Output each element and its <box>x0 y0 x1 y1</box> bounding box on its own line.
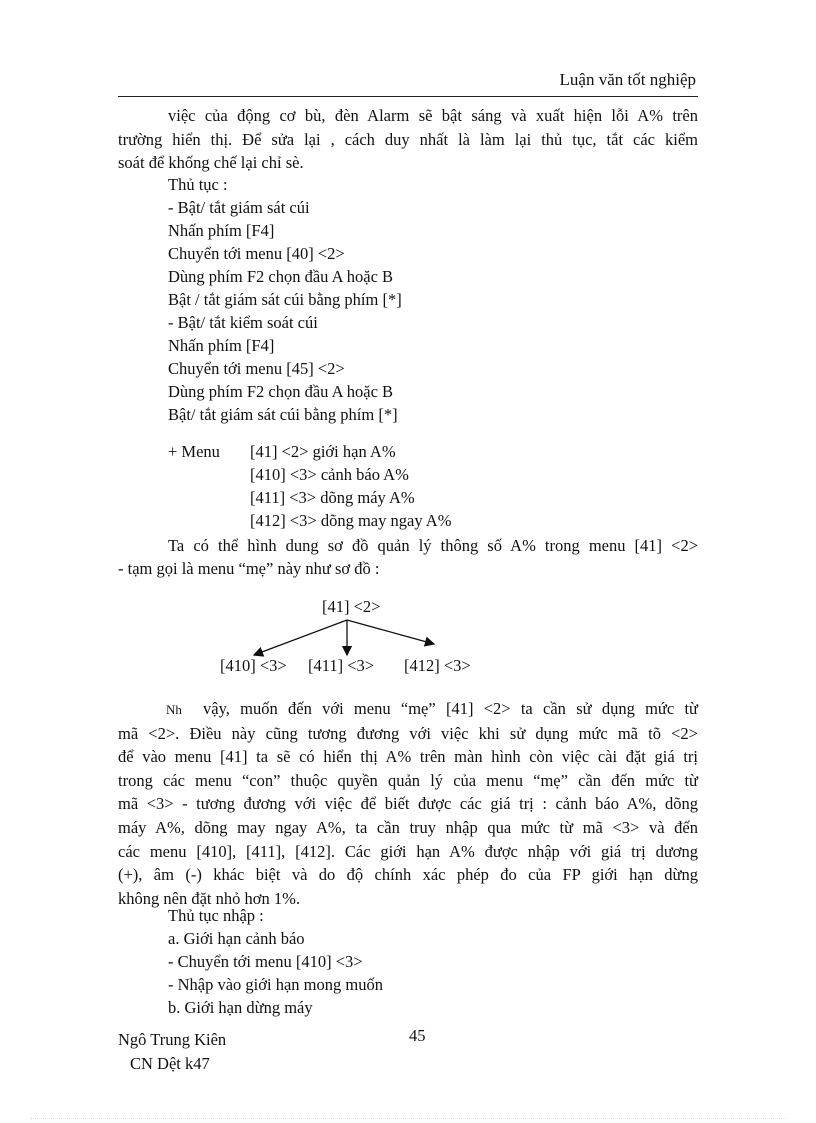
text-line: (+), âm (-) khác biệt và do độ chính xác phép đo của FP giới hạn dừng <box>118 865 698 885</box>
procedure-line: Dùng phím F2 chọn đầu A hoặc B <box>168 267 394 286</box>
procedure-line: - Chuyển tới menu [410] <3> <box>168 952 363 971</box>
diagram-child-node: [412] <3> <box>404 656 471 675</box>
footer-class: CN Dệt k47 <box>130 1054 210 1073</box>
menu-tree-diagram <box>210 595 510 685</box>
text-line: các menu [410], [411], [412]. Các giới hạn A% được nhập với giá trị dương <box>118 841 698 861</box>
procedure-line: Thủ tục : <box>168 175 228 194</box>
procedure-line: Chuyển tới menu [40] <2> <box>168 244 345 263</box>
text-line: Ta có thể hình dung sơ đồ quản lý thông số A% trong menu [41] <2> <box>168 536 698 555</box>
bottom-divider <box>30 1118 786 1119</box>
procedure-line: Nhấn phím [F4] <box>168 221 275 240</box>
menu-row <box>168 440 688 463</box>
diagram-child-node: [410] <3> <box>220 656 287 675</box>
menu-item: [412] <3> dõng may ngay A% <box>250 511 452 530</box>
diagram-child-node: [411] <3> <box>308 656 375 675</box>
procedure-line: - Bật/ tắt kiểm soát cúi <box>168 313 318 332</box>
text-line: mã <2>. Điều này cũng tương đương với việc khi sử dụng mức mã tõ <2> <box>118 723 698 743</box>
footer-author-block <box>118 1028 226 1076</box>
header-title: Luận văn tốt nghiệp <box>559 70 696 89</box>
procedure-line: Thủ tục nhập : <box>168 906 264 925</box>
procedure-line: Bật/ tắt giám sát cúi bằng phím [*] <box>168 405 398 424</box>
menu-row <box>168 486 688 509</box>
procedure-line: Bật / tắt giám sát cúi bằng phím [*] <box>168 290 402 309</box>
footer-author: Ngô Trung Kiên <box>118 1030 227 1049</box>
menu-item: [41] <2> giới hạn A% <box>250 442 396 461</box>
menu-item: [411] <3> dõng máy A% <box>250 488 415 507</box>
text-line: máy A%, dõng may ngay A%, ta cần truy nhập qua mức từ mã <3> và đến <box>118 817 698 837</box>
lead-fragment: Nh <box>166 702 182 717</box>
page-number: 45 <box>409 1026 426 1045</box>
arrow-to-410 <box>254 620 347 655</box>
header-rule <box>118 96 698 97</box>
menu-item: [410] <3> cảnh báo A% <box>250 465 409 484</box>
procedure-list <box>168 173 688 426</box>
procedure-line: - Nhập vào giới hạn mong muốn <box>168 975 383 994</box>
procedure-line: Chuyển tới menu [45] <2> <box>168 359 345 378</box>
input-procedure-list <box>168 904 688 1019</box>
text-line: không nên đặt nhỏ hơn 1%. <box>118 888 300 908</box>
text-line: soát để khống chế lại chỉ sè. <box>118 153 304 172</box>
menu-row <box>168 509 688 532</box>
procedure-line: Dùng phím F2 chọn đầu A hoặc B <box>168 382 394 401</box>
paragraph-2 <box>118 534 698 580</box>
text-line: để vào menu [41] ta sẽ có hiển thị A% trên màn hình còn việc cài đặt giá trị <box>118 747 698 767</box>
procedure-line: a. Giới hạn cảnh báo <box>168 929 305 948</box>
procedure-line: b. Giới hạn dừng máy <box>168 998 313 1017</box>
text-line: việc của động cơ bù, đèn Alarm sẽ bật sáng và xuất hiện lỗi A% trên <box>168 106 698 125</box>
menu-row <box>168 463 688 486</box>
text-line: - tạm gọi là menu “mẹ” này như sơ đồ : <box>118 559 380 578</box>
text-line: trường hiển thị. Để sửa lại , cách duy nhất là làm lại thủ tục, tắt các kiểm <box>118 129 698 149</box>
menu-list <box>168 440 688 532</box>
arrow-to-412 <box>347 620 434 644</box>
text-line <box>118 697 698 722</box>
paragraph-1 <box>118 104 698 175</box>
text-line: mã <3> - tương đương với việc để biết được các giá trị : cảnh báo A%, dõng <box>118 794 698 814</box>
procedure-line: - Bật/ tắt giám sát cúi <box>168 198 310 217</box>
menu-label: + Menu <box>168 442 220 461</box>
paragraph-3 <box>118 697 698 910</box>
diagram-root-node: [41] <2> <box>322 597 381 616</box>
page-header <box>118 70 698 94</box>
text-fragment: vậy, muốn đến với menu “mẹ” [41] <2> ta cần sử dụng mức từ <box>203 699 698 718</box>
text-line: trong các menu “con” thuộc quyền quản lý của menu “mẹ” cần đến mức từ <box>118 770 698 790</box>
procedure-line: Nhấn phím [F4] <box>168 336 275 355</box>
